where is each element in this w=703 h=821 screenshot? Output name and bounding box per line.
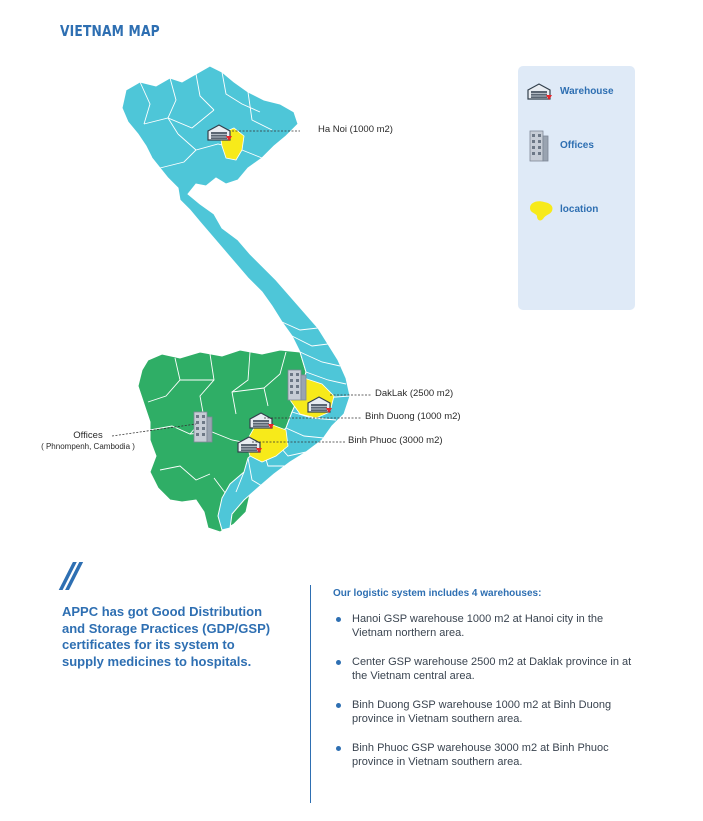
warehouse-list-item [335,699,645,726]
warehouse-list-item [335,613,645,640]
warehouse-item-text: Binh Phuoc GSP warehouse 3000 m2 at Binh Phuoc province in Vietnam southern area. [352,742,609,768]
warehouse-item-text: Hanoi GSP warehouse 1000 m2 at Hanoi city in the Vietnam northern area. [352,613,604,639]
callout-binh-duong: Binh Duong (1000 m2) [365,411,461,422]
location-blob-icon [526,198,556,222]
callout-binh-phuoc: Binh Phuoc (3000 m2) [348,435,443,446]
bullet-dot [336,660,341,665]
quote-mark: // [62,556,75,596]
callout-offices-title: Offices [73,430,103,441]
legend-label-location: location [560,204,599,215]
legend-label-offices: Offices [560,140,594,151]
statement-text: APPC has got Good Distribution and Storage Practices (GDP/GSP) certificates for its system to supply medicines to hospitals. [62,604,271,669]
legend-item-warehouse [518,80,635,104]
warehouse-list-item [335,742,645,769]
page-title: VIETNAM MAP [60,22,160,40]
bullet-dot [336,617,341,622]
warehouse-list [335,613,645,785]
warehouse-list-item [335,656,645,683]
office-building-icon [526,130,556,162]
callout-offices [28,430,148,452]
bullet-dot [336,746,341,751]
vertical-divider [310,585,311,803]
callout-daklak: DakLak (2500 m2) [375,388,454,399]
bullet-dot [336,703,341,708]
warehouse-icon [526,80,556,104]
warehouse-item-text: Center GSP warehouse 2500 m2 at Daklak province in at the Vietnam central area. [352,656,632,682]
legend-item-offices [518,130,635,162]
legend-item-location [518,198,635,222]
logistics-heading: Our logistic system includes 4 warehouses: [333,588,542,599]
callout-offices-subtitle: ( Phnompenh, Cambodia ) [41,442,135,451]
map-legend [518,66,635,310]
warehouse-item-text: Binh Duong GSP warehouse 1000 m2 at Binh Duong province in Vietnam southern area. [352,699,612,725]
legend-label-warehouse: Warehouse [560,86,614,97]
callout-hanoi: Ha Noi (1000 m2) [318,124,393,135]
